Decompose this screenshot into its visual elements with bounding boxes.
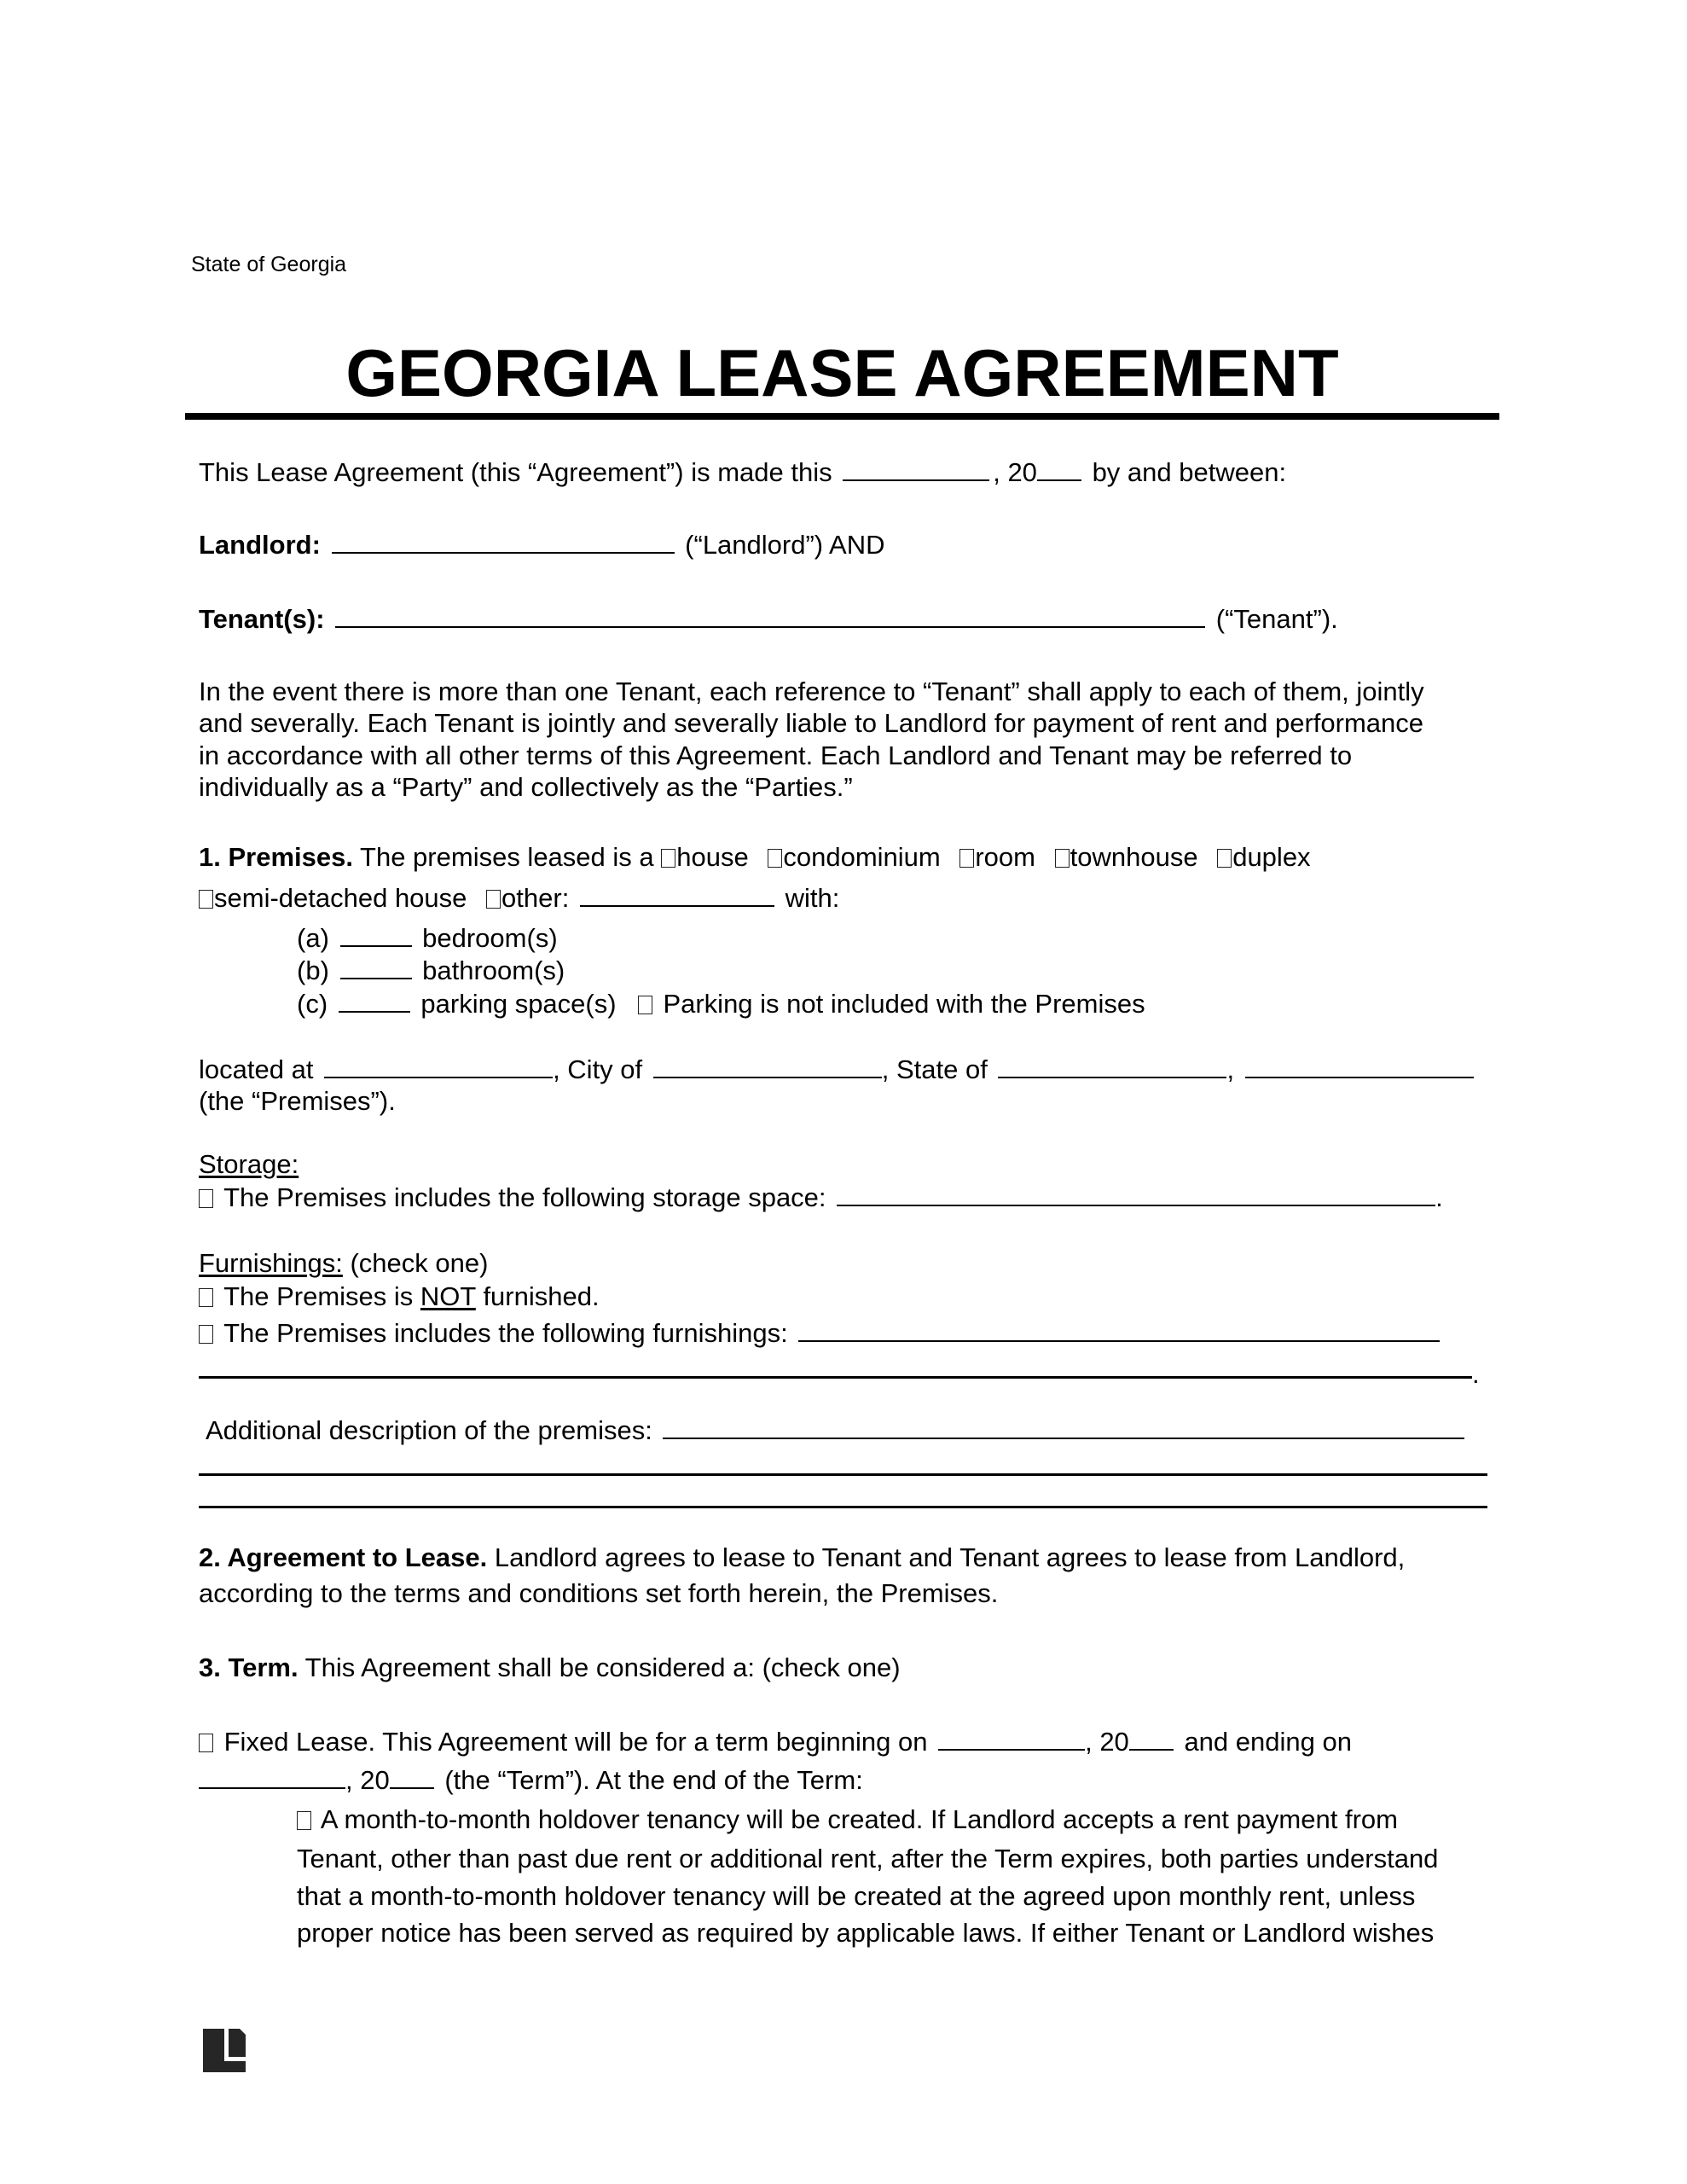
furnishings-field[interactable] [798, 1320, 1440, 1342]
other-type-field[interactable] [580, 885, 774, 907]
term-line: 3. Term. This Agreement shall be considered a: (check one) [199, 1653, 901, 1682]
landlord-line: Landlord: (“Landlord”) AND [199, 530, 885, 560]
joint-paragraph-line: individually as a “Party” and collectively as the “Parties.” [199, 772, 853, 802]
furnishings-field-continuation[interactable] [199, 1376, 1472, 1379]
holdover-line-2: Tenant, other than past due rent or additional rent, after the Term expires, both parties understand [297, 1844, 1439, 1873]
checkbox-fixed-lease[interactable] [199, 1734, 213, 1752]
checkbox-townhouse[interactable] [1055, 849, 1070, 868]
year-field[interactable] [1037, 459, 1081, 481]
tenant-line: Tenant(s): (“Tenant”). [199, 604, 1338, 634]
fixed-lease-line-2: , 20 (the “Term”). At the end of the Term: [199, 1764, 863, 1797]
parking-spaces-field[interactable] [339, 990, 410, 1013]
bathrooms-field[interactable] [340, 957, 412, 979]
zip-field[interactable] [1245, 1056, 1474, 1078]
joint-paragraph-line: in accordance with all other terms of this Agreement. Each Landlord and Tenant may be referred to [199, 741, 1353, 770]
storage-space-field[interactable] [837, 1184, 1435, 1206]
state-label: State of Georgia [191, 253, 347, 276]
joint-paragraph-line: and severally. Each Tenant is jointly and severally liable to Landlord for payment of rent and performance [199, 708, 1424, 738]
premises-definition: (the “Premises”). [199, 1086, 396, 1116]
additional-description-line-3[interactable] [199, 1506, 1487, 1508]
storage-heading: Storage: [199, 1149, 299, 1179]
checkbox-house[interactable] [661, 849, 675, 868]
joint-paragraph-line: In the event there is more than one Tenant, each reference to “Tenant” shall apply to each of them, jointly [199, 677, 1424, 706]
furnishings-end: . [1472, 1359, 1480, 1389]
checkbox-storage[interactable] [199, 1189, 213, 1208]
bathrooms-line: (b) bathroom(s) [297, 956, 565, 985]
state-field[interactable] [998, 1056, 1226, 1078]
term-heading: 3. Term. [199, 1653, 299, 1682]
agreement-to-lease-line-2: according to the terms and conditions set forth herein, the Premises. [199, 1578, 999, 1608]
storage-line: The Premises includes the following storage space: . [199, 1182, 1443, 1214]
checkbox-parking-not-included[interactable] [638, 996, 652, 1014]
term-end-year-field[interactable] [390, 1767, 434, 1789]
not-furnished-line: The Premises is NOT furnished. [199, 1281, 600, 1313]
term-start-date-field[interactable] [938, 1728, 1085, 1751]
additional-description-line: Additional description of the premises: [206, 1414, 1468, 1447]
holdover-line-4: proper notice has been served as required by applicable laws. If either Tenant or Landlord wishes [297, 1918, 1435, 1948]
date-field[interactable] [843, 459, 989, 481]
agreement-to-lease-heading: 2. Agreement to Lease. [199, 1542, 488, 1572]
document-title: GEORGIA LEASE AGREEMENT [345, 335, 1339, 410]
additional-description-line-2[interactable] [199, 1473, 1487, 1476]
bedrooms-field[interactable] [340, 925, 412, 947]
checkbox-not-furnished[interactable] [199, 1288, 213, 1307]
checkbox-holdover[interactable] [297, 1811, 311, 1830]
checkbox-duplex[interactable] [1217, 849, 1232, 868]
parking-line: (c) parking space(s) Parking is not included with the Premises [297, 989, 1145, 1019]
title-rule [185, 413, 1499, 420]
furnishings-included-line: The Premises includes the following furnishings: [199, 1317, 1443, 1350]
city-field[interactable] [653, 1056, 882, 1078]
checkbox-semi-detached[interactable] [199, 890, 213, 909]
premises-line-2: semi-detached house other: with: [199, 882, 839, 915]
holdover-line-3: that a month-to-month holdover tenancy will be created at the agreed upon monthly rent, unless [297, 1881, 1416, 1911]
checkbox-condominium[interactable] [768, 849, 782, 868]
premises-line-1: 1. Premises. The premises leased is a house condominium room townhouse duplex [199, 842, 1311, 872]
fixed-lease-line-1: Fixed Lease. This Agreement will be for a term beginning on , 20 and ending on [199, 1726, 1352, 1758]
agreement-to-lease-line-1: 2. Agreement to Lease. Landlord agrees to lease to Tenant and Tenant agrees to lease from Landlord, [199, 1542, 1406, 1572]
holdover-line-1: A month-to-month holdover tenancy will be created. If Landlord accepts a rent payment from [297, 1804, 1398, 1836]
location-line: located at , City of , State of , [199, 1054, 1477, 1086]
landlord-label: Landlord: [199, 530, 321, 560]
additional-description-field[interactable] [663, 1417, 1464, 1439]
term-start-year-field[interactable] [1129, 1728, 1174, 1751]
address-field[interactable] [324, 1056, 553, 1078]
landlord-name-field[interactable] [332, 531, 675, 554]
furnishings-heading: Furnishings: [199, 1248, 343, 1278]
checkbox-other[interactable] [486, 890, 501, 909]
tenant-label: Tenant(s): [199, 604, 325, 634]
checkbox-furnishings-included[interactable] [199, 1325, 213, 1344]
tenant-name-field[interactable] [335, 606, 1205, 628]
premises-heading: 1. Premises. [199, 842, 353, 872]
furnishings-heading-line: Furnishings: (check one) [199, 1248, 489, 1278]
bedrooms-line: (a) bedroom(s) [297, 923, 558, 953]
term-end-date-field[interactable] [199, 1767, 345, 1789]
checkbox-room[interactable] [959, 849, 974, 868]
document-logo-icon [203, 2029, 246, 2072]
intro-line: This Lease Agreement (this “Agreement”) is made this , 20 by and between: [199, 457, 1287, 487]
